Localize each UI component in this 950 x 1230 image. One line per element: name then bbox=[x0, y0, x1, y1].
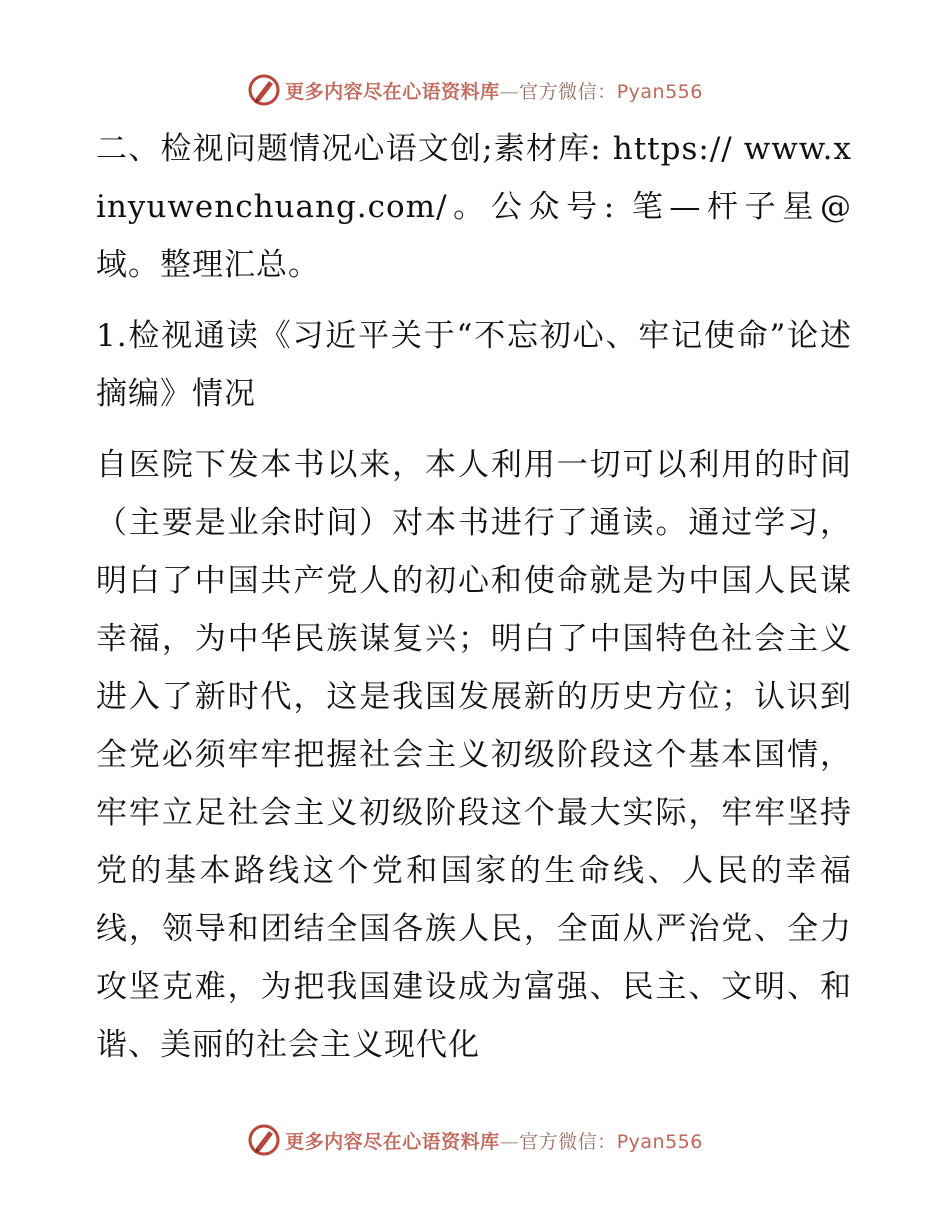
pen-logo-icon bbox=[247, 73, 281, 107]
watermark-dash: — bbox=[499, 80, 520, 103]
watermark-dash: — bbox=[499, 1130, 520, 1153]
document-body bbox=[96, 120, 852, 1074]
watermark-wechat-id: Pyan556 bbox=[616, 80, 703, 103]
watermark-prefix: 更多内容尽在心语资料库 bbox=[285, 1130, 500, 1153]
subsection-heading: 1.检视通读《习近平关于“不忘初心、牢记使命”论述摘编》情况 bbox=[96, 318, 852, 412]
watermark-wechat-label: 官方微信： bbox=[519, 80, 617, 103]
watermark-text bbox=[285, 1127, 703, 1154]
header-watermark-banner bbox=[0, 70, 950, 110]
body-paragraph: 自医院下发本书以来，本人利用一切可以利用的时间（主要是业余时间）对本书进行了通读。通过学习，明白了中国共产党人的初心和使命就是为中国人民谋幸福，为中华民族谋复兴；明白了中国特色社会主义进入了新时代，这是我国发展新的历史方位；认识到全党必须牢牢把握社会主义初级阶段这个基本国情，牢牢立足社会主义初级阶段这个最大实际，牢牢坚持党的基本路线这个党和国家的生命线、人民的幸福线，领导和团结全国各族人民，全面从严治党、全力攻坚克难，为把我国建设成为富强、民主、文明、和谐、美丽的社会主义现代化 bbox=[96, 447, 852, 1063]
footer-watermark-banner bbox=[0, 1120, 950, 1160]
watermark-wechat-label: 官方微信： bbox=[519, 1130, 617, 1153]
watermark-wechat-id: Pyan556 bbox=[616, 1130, 703, 1153]
watermark-text bbox=[285, 77, 703, 104]
pen-logo-icon bbox=[247, 1123, 281, 1157]
section-heading: 二、检视问题情况心语文创;素材库: https:// www.xinyuwenchuang.com/。公众号: 笔—杆子星@域。整理汇总。 bbox=[96, 131, 852, 283]
watermark-prefix: 更多内容尽在心语资料库 bbox=[285, 80, 500, 103]
